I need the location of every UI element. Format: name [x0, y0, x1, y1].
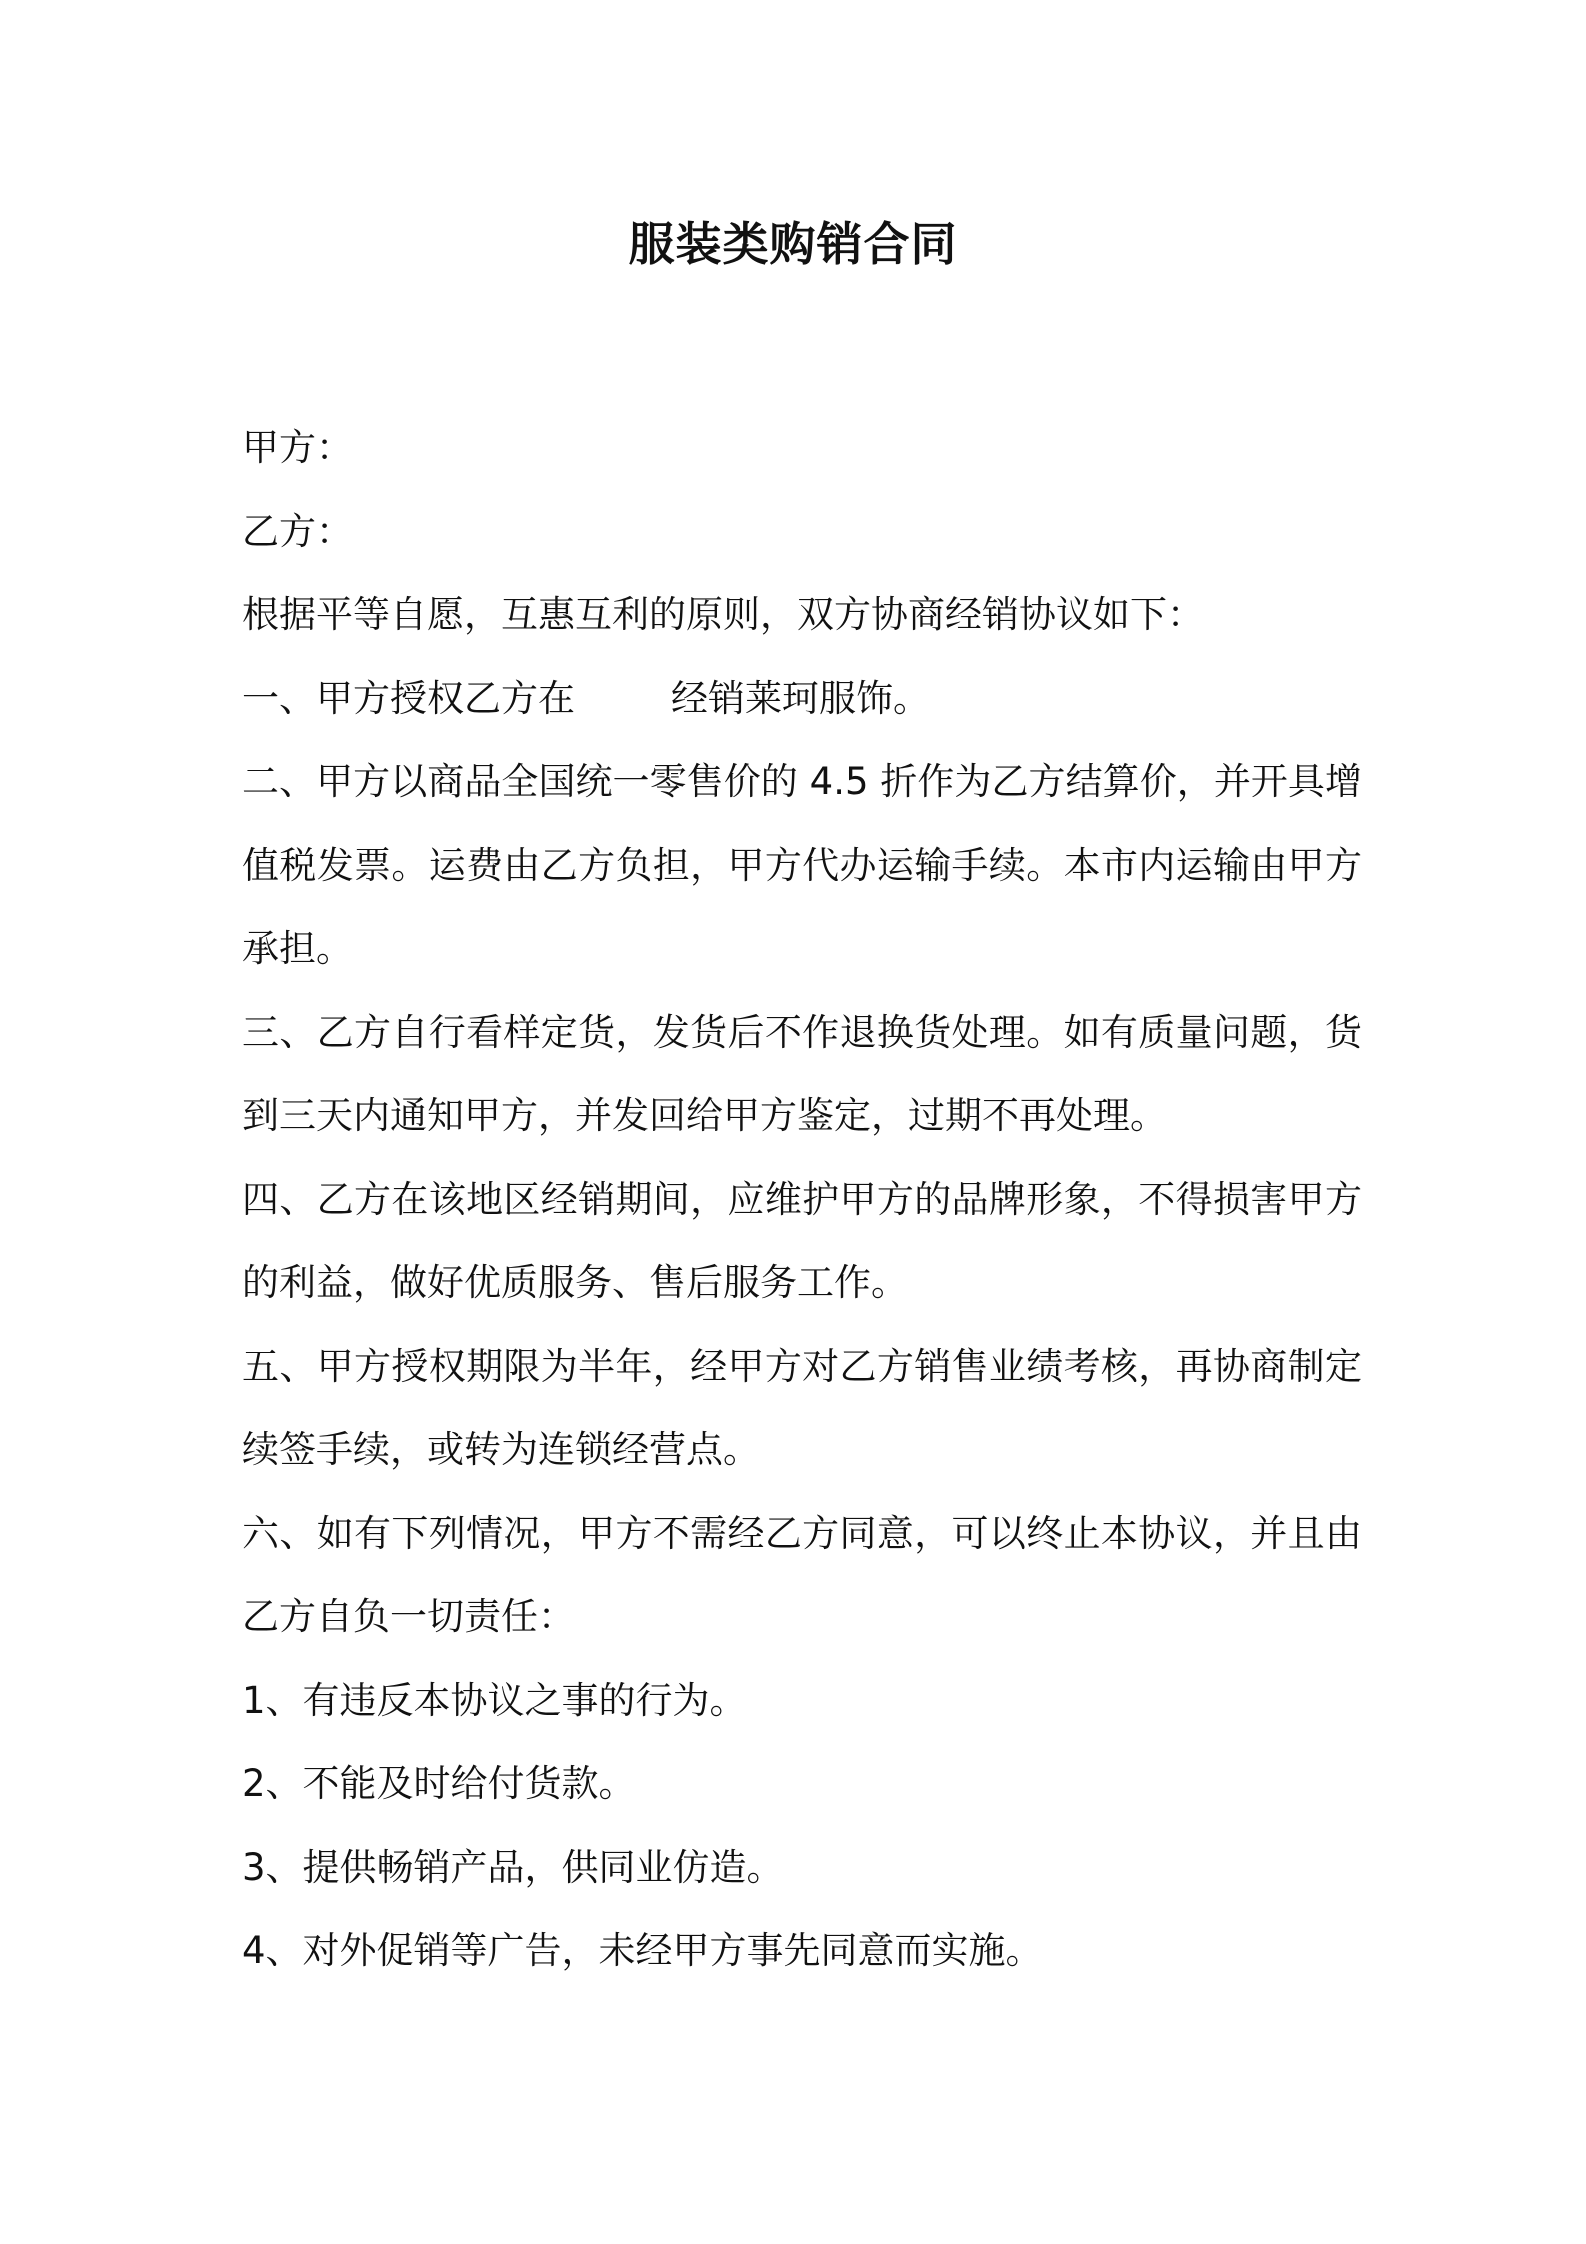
- party-a-line: 甲方：: [242, 426, 353, 469]
- clause-5: 五、甲方授权期限为半年，经甲方对乙方销售业绩考核，再协商制定续签手续，或转为连锁经营点。: [242, 1344, 1362, 1471]
- list-item: 3、提供畅销产品，供同业仿造。: [242, 1845, 784, 1889]
- clause-4: 四、乙方在该地区经销期间，应维护甲方的品牌形象，不得损害甲方的利益，做好优质服务、售后服务工作。: [242, 1177, 1362, 1304]
- clause-1-prefix: 一、甲方授权乙方在: [242, 676, 575, 720]
- list-item: 1、有违反本协议之事的行为。: [242, 1678, 747, 1722]
- clause-1-suffix: 经销莱珂服饰。: [671, 676, 930, 720]
- party-b-line: 乙方：: [242, 509, 353, 553]
- document-body: [242, 406, 1362, 1993]
- list-item: 4、对外促销等广告，未经甲方事先同意而实施。: [242, 1929, 1043, 1972]
- intro-paragraph: 根据平等自愿，互惠互利的原则，双方协商经销协议如下：: [242, 593, 1204, 636]
- clause-1: [242, 657, 1362, 741]
- clause-3: 三、乙方自行看样定货，发货后不作退换货处理。如有质量问题，货到三天内通知甲方，并发回给甲方鉴定，过期不再处理。: [242, 1010, 1362, 1137]
- clause-2: 二、甲方以商品全国统一零售价的 4.5 折作为乙方结算价，并开具增值税发票。运费由乙方负担，甲方代办运输手续。本市内运输由甲方承担。: [242, 760, 1362, 970]
- list-item: 2、不能及时给付货款。: [242, 1762, 636, 1805]
- document-title: 服装类购销合同: [628, 217, 958, 271]
- clause-6: 六、如有下列情况，甲方不需经乙方同意，可以终止本协议，并且由乙方自负一切责任：: [242, 1511, 1362, 1638]
